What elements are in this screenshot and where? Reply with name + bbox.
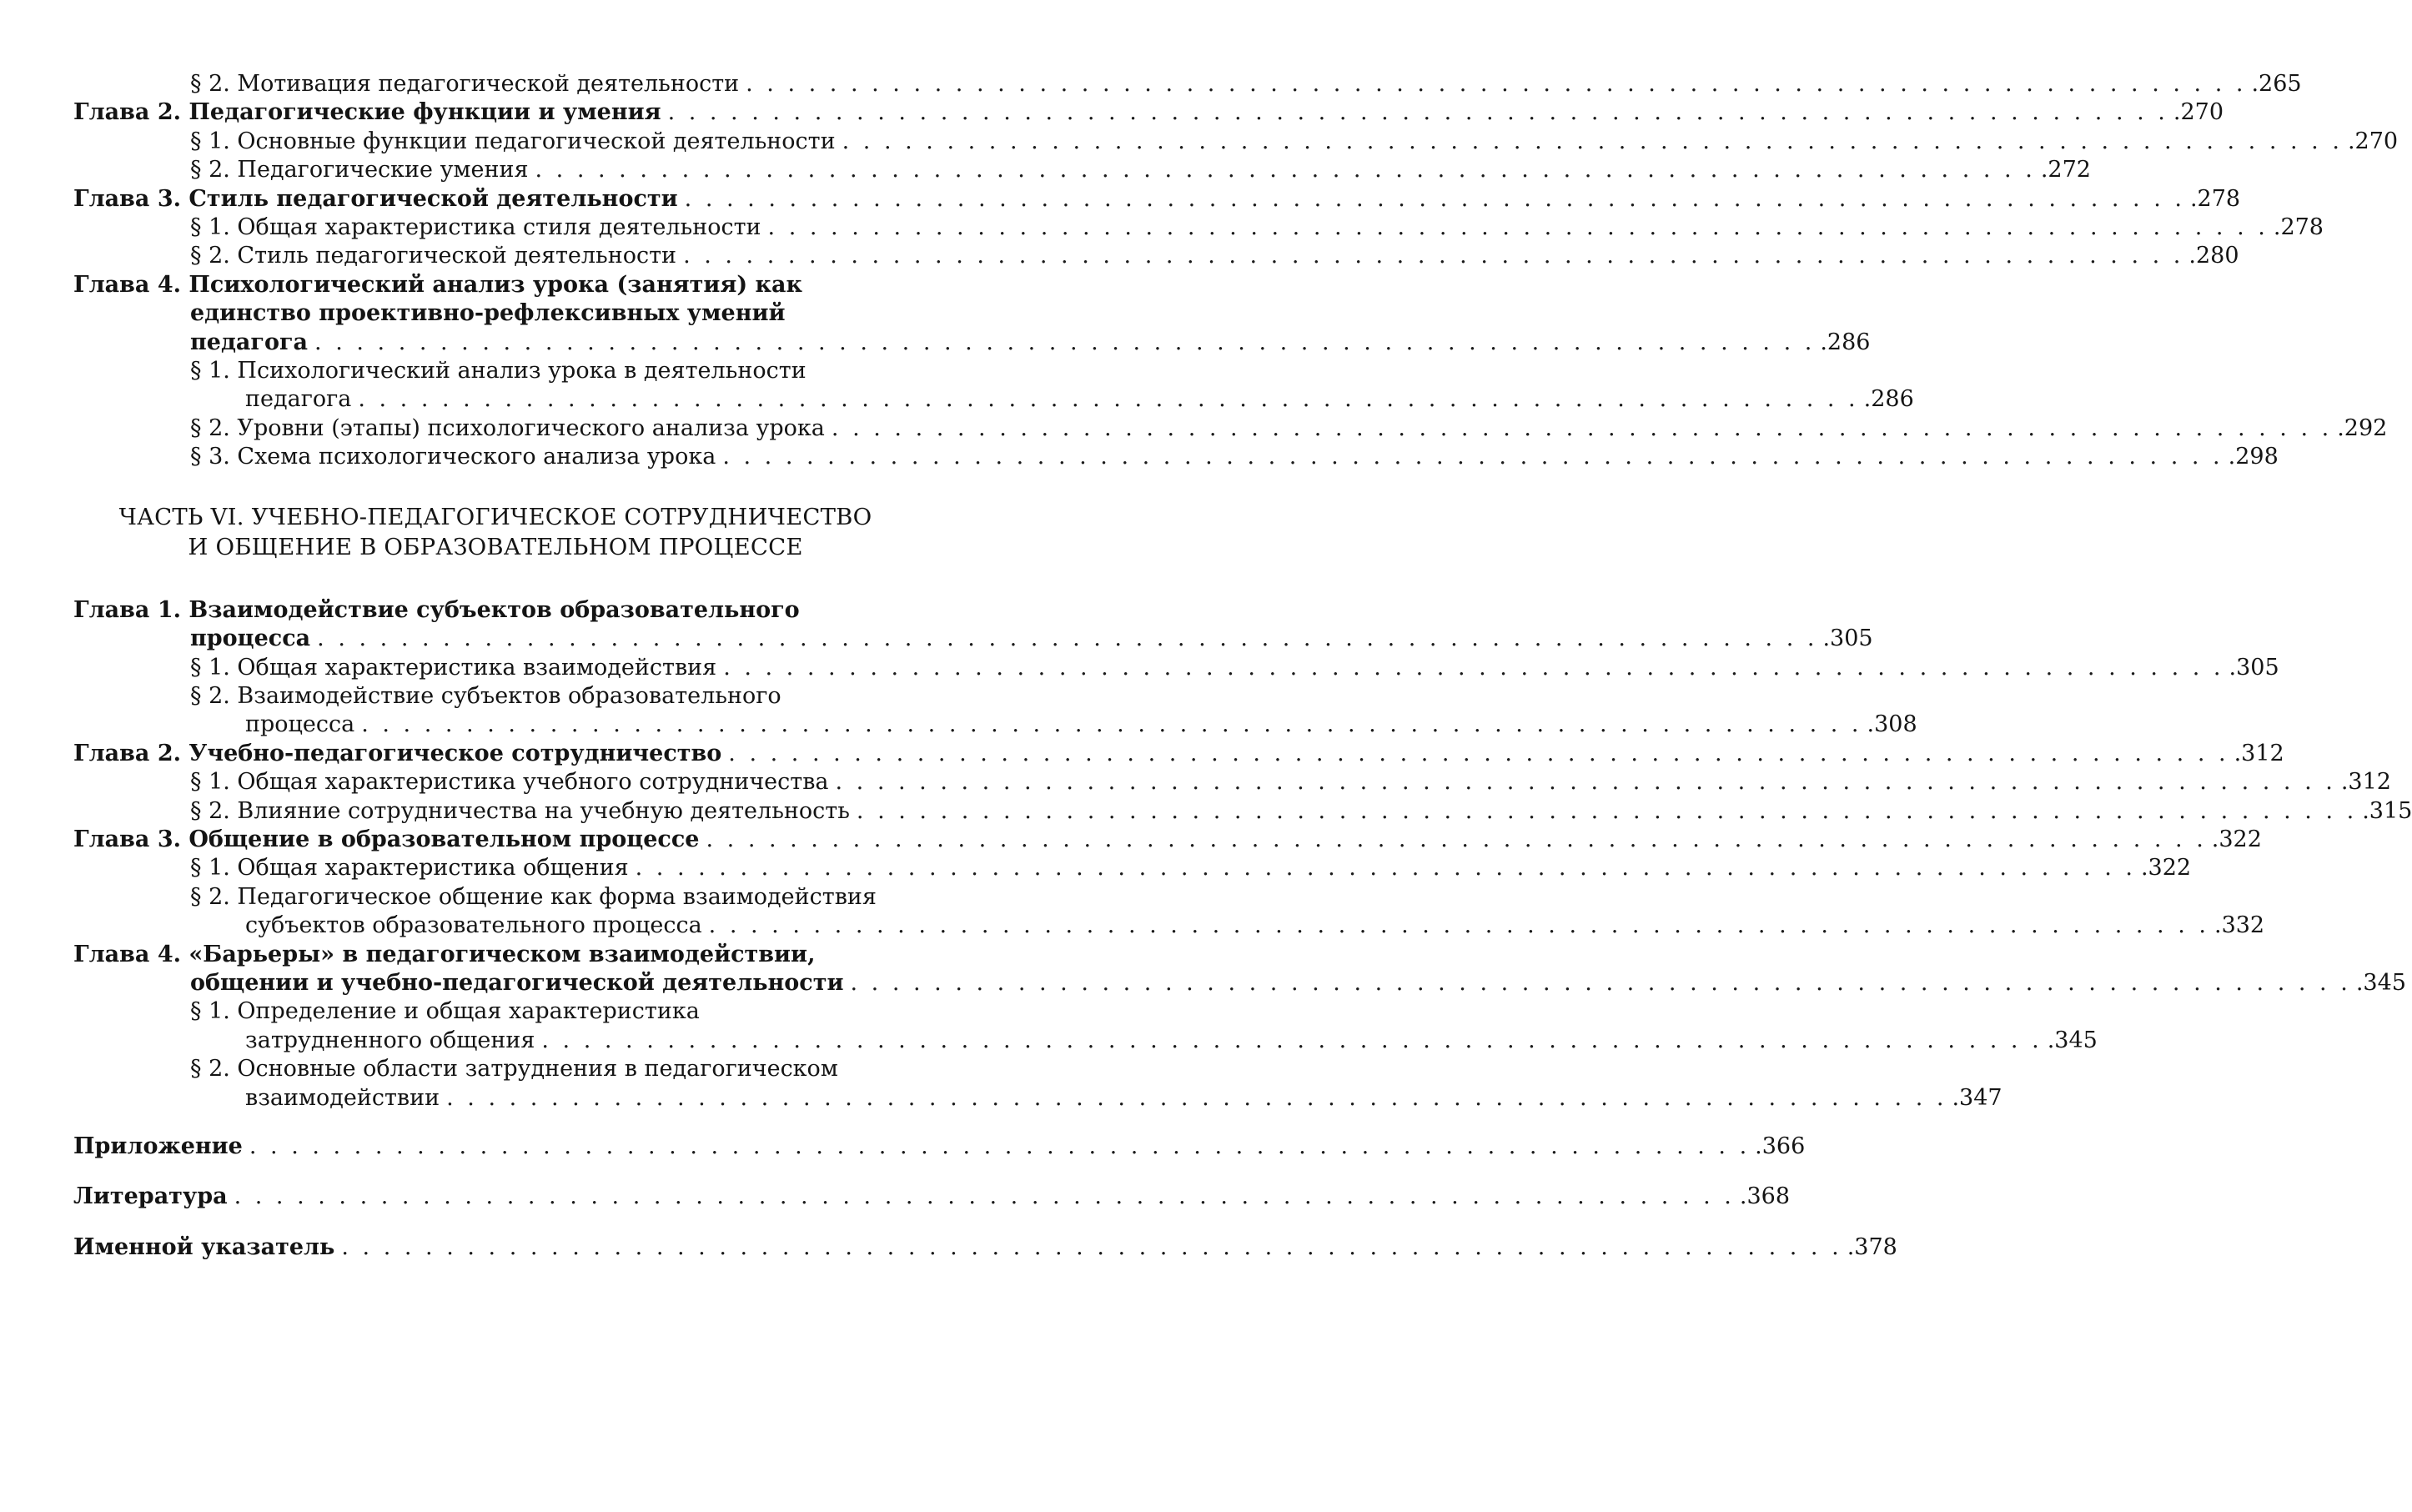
leader-dots: . . . . . . . . . . . . . . . . . . . . . . . . . . . . . . . . . . . . . . . . . . . . . . . . . . . . . . . . . . . . . . . . . . . . . . . . — [317, 625, 1818, 652]
leader-dots: . . . . . . . . . . . . . . . . . . . . . . . . . . . . . . . . . . . . . . . . . . . . . . . . . . . . . . . . . . . . . . . . . . . . . . . . — [361, 711, 1862, 738]
toc-page-number: .305 — [2229, 654, 2279, 681]
leader-dots: . . . . . . . . . . . . . . . . . . . . . . . . . . . . . . . . . . . . . . . . . . . . . . . . . . . . . . . . . . . . . . . . . . . . . . . . — [635, 855, 2136, 882]
toc-entry-section — [73, 414, 2388, 443]
toc-entry-title: § 1. Общая характеристика учебного сотрудничества — [190, 769, 829, 796]
toc-entry-title: § 2. Мотивация педагогической деятельности — [190, 71, 740, 97]
toc-entry-chapter — [73, 98, 2224, 127]
toc-page-number: .270 — [2347, 128, 2399, 154]
toc-entry-section — [73, 682, 1917, 740]
toc-page-number: .312 — [2234, 740, 2284, 766]
toc-page-number: .322 — [2140, 855, 2192, 882]
toc-page-number: .332 — [2214, 912, 2265, 939]
toc-entry-title-line: педагога — [245, 386, 352, 413]
toc-entry-section — [73, 156, 2091, 184]
leader-dots: . . . . . . . . . . . . . . . . . . . . . . . . . . . . . . . . . . . . . . . . . . . . . . . . . . . . . . . . . . . . . . . . . . . . . . . . — [535, 157, 2036, 183]
toc-entry-title-line: § 1. Определение и общая характеристика — [190, 998, 700, 1025]
leader-dots: . . . . . . . . . . . . . . . . . . . . . . . . . . . . . . . . . . . . . . . . . . . . . . . . . . . . . . . . . . . . . . . . . . . . . . . . — [249, 1133, 1751, 1159]
toc-entry-title-line: процесса — [245, 711, 355, 738]
toc-entry-title: Глава 2. Учебно-педагогическое сотрудничество — [73, 740, 722, 766]
toc-entry-section — [73, 997, 2098, 1055]
toc-entry-title-line: § 2. Взаимодействие субъектов образовательного — [190, 682, 781, 709]
toc-page-number: .286 — [1820, 329, 1871, 355]
toc-page-number: .280 — [2188, 243, 2239, 269]
toc-page-number: .315 — [2362, 797, 2412, 824]
leader-dots: . . . . . . . . . . . . . . . . . . . . . . . . . . . . . . . . . . . . . . . . . . . . . . . . . . . . . . . . . . . . . . . . . . . . . . . . — [842, 128, 2343, 154]
toc-page-number: .265 — [2251, 71, 2302, 97]
toc-entry-chapter — [73, 740, 2284, 768]
leader-dots: . . . . . . . . . . . . . . . . . . . . . . . . . . . . . . . . . . . . . . . . . . . . . . . . . . . . . . . . . . . . . . . . . . . . . . . . — [767, 214, 2269, 241]
toc-entry-chapter — [73, 271, 1871, 357]
leader-dots: . . . . . . . . . . . . . . . . . . . . . . . . . . . . . . . . . . . . . . . . . . . . . . . . . . . . . . . . . . . . . . . . . . . . . . . . — [728, 740, 2229, 766]
toc-entry-title: Глава 3. Стиль педагогической деятельности — [73, 185, 678, 212]
part-heading — [73, 502, 917, 562]
toc-entry-section — [73, 797, 2412, 826]
toc-entry-title-line: процесса — [190, 625, 311, 652]
toc-page-number: .292 — [2337, 414, 2388, 441]
toc-entry-section — [73, 1055, 2002, 1113]
toc-entry-title: § 1. Основные функции педагогической деятельности — [190, 128, 836, 154]
toc-entry-title: Именной указатель — [73, 1233, 335, 1260]
toc-entry-section — [73, 768, 2391, 796]
toc-entry-section — [73, 242, 2239, 270]
toc-page-number: .366 — [1755, 1133, 1806, 1159]
table-of-contents — [73, 70, 2412, 1262]
toc-entry-title-line: взаимодействии — [245, 1084, 440, 1111]
toc-page-number: .312 — [2340, 769, 2391, 796]
leader-dots: . . . . . . . . . . . . . . . . . . . . . . . . . . . . . . . . . . . . . . . . . . . . . . . . . . . . . . . . . . . . . . . . . . . . . . . . — [234, 1183, 1735, 1210]
toc-entry-title: § 2. Влияние сотрудничества на учебную деятельность — [190, 797, 850, 824]
toc-entry-title: Глава 3. Общение в образовательном процессе — [73, 826, 700, 852]
toc-entry-chapter — [73, 185, 2241, 213]
toc-entry-title: § 1. Общая характеристика взаимодействия — [190, 654, 717, 681]
toc-page-number: .322 — [2211, 826, 2262, 852]
toc-entry-title-line: субъектов образовательного процесса — [245, 912, 702, 939]
leader-dots: . . . . . . . . . . . . . . . . . . . . . . . . . . . . . . . . . . . . . . . . . . . . . . . . . . . . . . . . . . . . . . . . . . . . . . . . — [831, 414, 2333, 441]
toc-page-number: .278 — [2273, 214, 2324, 241]
toc-entry-title: § 1. Общая характеристика стиля деятельности — [190, 214, 761, 241]
toc-entry-title-line: Глава 1. Взаимодействие субъектов образовательного — [73, 596, 800, 623]
toc-entry-title-line: § 2. Педагогическое общение как форма взаимодействия — [190, 883, 877, 910]
toc-page-number: .278 — [2189, 185, 2241, 212]
toc-page-number: .378 — [1847, 1233, 1897, 1260]
toc-entry-title-line: единство проективно-рефлексивных умений — [190, 300, 786, 327]
toc-entry-title: § 3. Схема психологического анализа урока — [190, 444, 716, 470]
toc-entry-name-index — [73, 1233, 1897, 1262]
toc-entry-section — [73, 357, 1914, 414]
toc-entry-title-line: педагога — [190, 329, 309, 355]
toc-entry-chapter — [73, 596, 1873, 654]
leader-dots: . . . . . . . . . . . . . . . . . . . . . . . . . . . . . . . . . . . . . . . . . . . . . . . . . . . . . . . . . . . . . . . . . . . . . . . . — [723, 654, 2224, 681]
toc-page-number: .345 — [2047, 1027, 2098, 1053]
leader-dots: . . . . . . . . . . . . . . . . . . . . . . . . . . . . . . . . . . . . . . . . . . . . . . . . . . . . . . . . . . . . . . . . . . . . . . . . — [856, 797, 2358, 824]
leader-dots: . . . . . . . . . . . . . . . . . . . . . . . . . . . . . . . . . . . . . . . . . . . . . . . . . . . . . . . . . . . . . . . . . . . . . . . . — [708, 912, 2209, 939]
toc-entry-chapter — [73, 826, 2262, 854]
leader-dots: . . . . . . . . . . . . . . . . . . . . . . . . . . . . . . . . . . . . . . . . . . . . . . . . . . . . . . . . . . . . . . . . . . . . . . . . — [358, 386, 1859, 413]
toc-entry-section — [73, 443, 2279, 471]
toc-page-number: .305 — [1822, 625, 1873, 652]
toc-entry-title: Глава 2. Педагогические функции и умения — [73, 99, 661, 126]
toc-entry-section — [73, 128, 2399, 156]
leader-dots: . . . . . . . . . . . . . . . . . . . . . . . . . . . . . . . . . . . . . . . . . . . . . . . . . . . . . . . . . . . . . . . . . . . . . . . . — [835, 769, 2336, 796]
leader-dots: . . . . . . . . . . . . . . . . . . . . . . . . . . . . . . . . . . . . . . . . . . . . . . . . . . . . . . . . . . . . . . . . . . . . . . . . — [722, 444, 2224, 470]
toc-page-number: .272 — [2040, 157, 2091, 183]
toc-entry-title: Литература — [73, 1183, 228, 1210]
leader-dots: . . . . . . . . . . . . . . . . . . . . . . . . . . . . . . . . . . . . . . . . . . . . . . . . . . . . . . . . . . . . . . . . . . . . . . . . — [746, 71, 2247, 97]
leader-dots: . . . . . . . . . . . . . . . . . . . . . . . . . . . . . . . . . . . . . . . . . . . . . . . . . . . . . . . . . . . . . . . . . . . . . . . . — [667, 99, 2168, 126]
toc-entry-section — [73, 70, 2302, 98]
toc-entry-title: § 2. Уровни (этапы) психологического анализа урока — [190, 414, 825, 441]
leader-dots: . . . . . . . . . . . . . . . . . . . . . . . . . . . . . . . . . . . . . . . . . . . . . . . . . . . . . . . . . . . . . . . . . . . . . . . . — [341, 1233, 1842, 1260]
toc-entry-chapter — [73, 941, 2406, 998]
toc-entry-title: § 1. Общая характеристика общения — [190, 855, 629, 882]
toc-page-number: .298 — [2228, 444, 2279, 470]
toc-entry-title: Приложение — [73, 1133, 243, 1159]
leader-dots: . . . . . . . . . . . . . . . . . . . . . . . . . . . . . . . . . . . . . . . . . . . . . . . . . . . . . . . . . . . . . . . . . . . . . . . . — [541, 1027, 2043, 1053]
toc-page-number: .345 — [2355, 969, 2406, 996]
toc-entry-title: § 2. Стиль педагогической деятельности — [190, 243, 677, 269]
toc-page-number: .308 — [1867, 711, 1917, 738]
leader-dots: . . . . . . . . . . . . . . . . . . . . . . . . . . . . . . . . . . . . . . . . . . . . . . . . . . . . . . . . . . . . . . . . . . . . . . . . — [314, 329, 1816, 355]
toc-entry-section — [73, 854, 2192, 882]
toc-entry-title-line: Глава 4. Психологический анализ урока (занятия) как — [73, 271, 803, 298]
toc-entry-title-line: общении и учебно-педагогической деятельности — [190, 969, 844, 996]
toc-page-number: .368 — [1739, 1183, 1791, 1210]
part-heading-line: И ОБЩЕНИЕ В ОБРАЗОВАТЕЛЬНОМ ПРОЦЕССЕ — [188, 533, 803, 560]
toc-entry-section — [73, 883, 2265, 941]
toc-page-number: .347 — [1952, 1084, 2002, 1111]
leader-dots: . . . . . . . . . . . . . . . . . . . . . . . . . . . . . . . . . . . . . . . . . . . . . . . . . . . . . . . . . . . . . . . . . . . . . . . . — [683, 243, 2184, 269]
leader-dots: . . . . . . . . . . . . . . . . . . . . . . . . . . . . . . . . . . . . . . . . . . . . . . . . . . . . . . . . . . . . . . . . . . . . . . . . — [684, 185, 2185, 212]
toc-entry-title: § 2. Педагогические умения — [190, 157, 529, 183]
toc-entry-section — [73, 213, 2324, 242]
toc-page-number: .286 — [1863, 386, 1914, 413]
toc-entry-appendix — [73, 1133, 1806, 1161]
leader-dots: . . . . . . . . . . . . . . . . . . . . . . . . . . . . . . . . . . . . . . . . . . . . . . . . . . . . . . . . . . . . . . . . . . . . . . . . — [446, 1084, 1947, 1111]
toc-entry-title-line: § 2. Основные области затруднения в педагогическом — [190, 1056, 838, 1083]
toc-entry-section — [73, 654, 2279, 682]
part-heading-line: ЧАСТЬ VI. УЧЕБНО-ПЕДАГОГИЧЕСКОЕ СОТРУДНИЧЕСТВО — [118, 503, 872, 530]
toc-page-number: .270 — [2173, 99, 2224, 126]
toc-entry-literature — [73, 1183, 1791, 1211]
toc-entry-title-line: Глава 4. «Барьеры» в педагогическом взаимодействии, — [73, 941, 816, 967]
leader-dots: . . . . . . . . . . . . . . . . . . . . . . . . . . . . . . . . . . . . . . . . . . . . . . . . . . . . . . . . . . . . . . . . . . . . . . . . — [706, 826, 2207, 852]
leader-dots: . . . . . . . . . . . . . . . . . . . . . . . . . . . . . . . . . . . . . . . . . . . . . . . . . . . . . . . . . . . . . . . . . . . . . . . . — [850, 969, 2351, 996]
toc-entry-title-line: § 1. Психологический анализ урока в деятельности — [190, 358, 807, 384]
toc-entry-title-line: затрудненного общения — [245, 1027, 535, 1053]
